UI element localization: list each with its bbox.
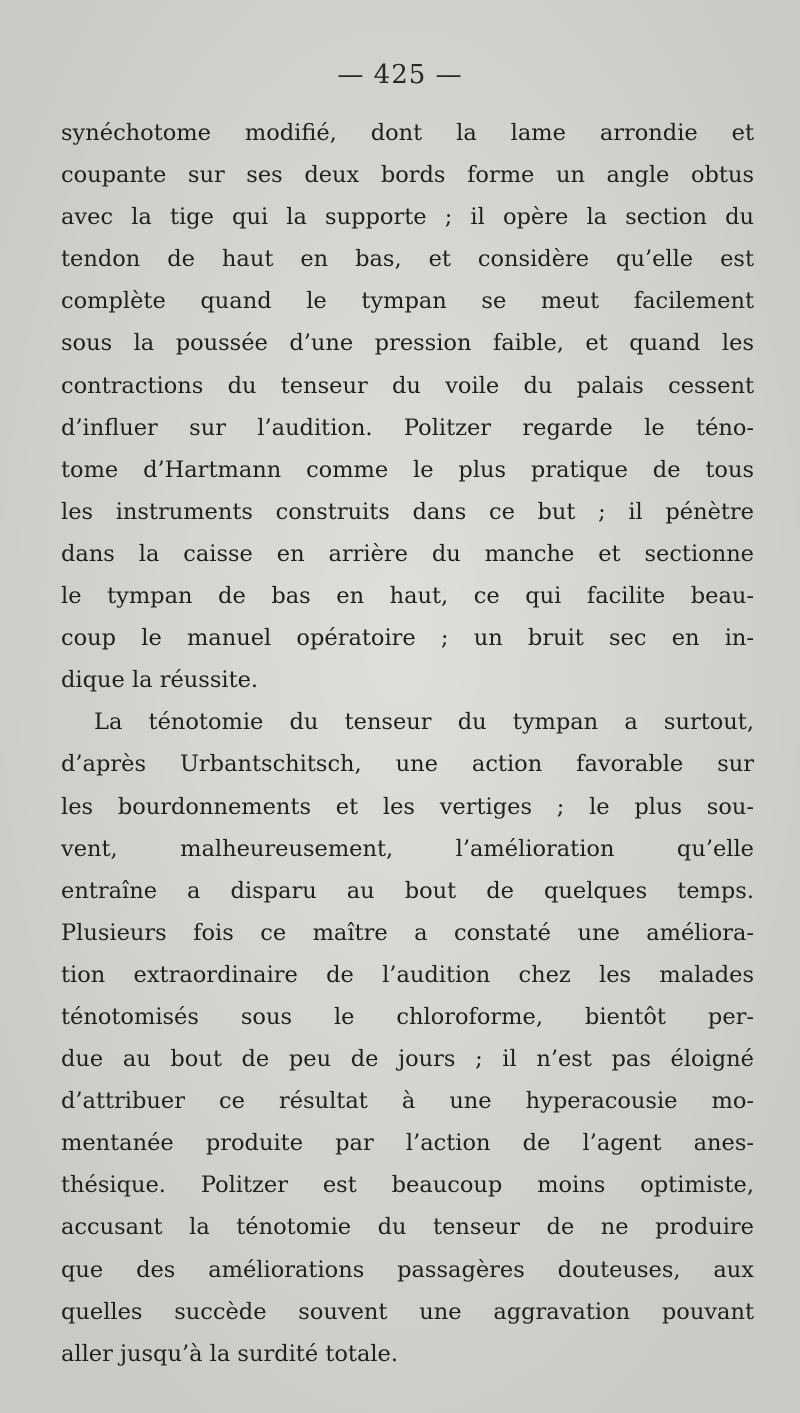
text-line: coup le manuel opératoire ; un bruit sec en in- — [61, 625, 754, 652]
text-line: vent, malheureusement, l’amélioration qu’elle — [61, 835, 754, 862]
text-line: les bourdonnements et les vertiges ; le plus sou- — [61, 793, 754, 820]
text-line: La ténotomie du tenseur du tympan a surtout, — [94, 709, 754, 736]
text-line: tome d’Hartmann comme le plus pratique de tous — [61, 456, 754, 483]
text-line: d’après Urbantschitsch, une action favorable sur — [61, 751, 754, 778]
text-line: thésique. Politzer est beaucoup moins optimiste, — [61, 1172, 754, 1199]
text-line: ténotomisés sous le chloroforme, bientôt per- — [61, 1003, 754, 1030]
text-line: dique la réussite. — [61, 667, 259, 694]
text-line: due au bout de peu de jours ; il n’est pas éloigné — [61, 1046, 754, 1073]
text-line: tion extraordinaire de l’audition chez les malades — [61, 961, 754, 988]
text-line: avec la tige qui la supporte ; il opère la section du — [61, 204, 754, 231]
text-line: sous la poussée d’une pression faible, et quand les — [61, 330, 754, 357]
text-line: accusant la ténotomie du tenseur de ne produire — [61, 1214, 754, 1241]
text-line: contractions du tenseur du voile du palais cessent — [61, 372, 754, 399]
text-line: le tympan de bas en haut, ce qui facilite beau- — [61, 583, 754, 610]
paragraph-2 — [61, 701, 754, 1375]
page-number: — 425 — — [337, 60, 463, 90]
text-line: d’influer sur l’audition. Politzer regarde le téno- — [61, 414, 754, 441]
paragraph-1 — [61, 112, 754, 701]
text-line: que des améliorations passagères douteuses, aux — [61, 1256, 754, 1283]
text-line: mentanée produite par l’action de l’agent anes- — [61, 1130, 754, 1157]
text-line: aller jusqu’à la surdité totale. — [61, 1340, 399, 1367]
body-text — [61, 112, 754, 1375]
text-line: Plusieurs fois ce maître a constaté une améliora- — [61, 919, 754, 946]
text-line: quelles succède souvent une aggravation pouvant — [61, 1298, 754, 1325]
text-line: complète quand le tympan se meut facilement — [61, 288, 754, 315]
text-line: les instruments construits dans ce but ; il pénètre — [61, 498, 754, 525]
text-line: coupante sur ses deux bords forme un angle obtus — [61, 162, 754, 189]
text-line: d’attribuer ce résultat à une hyperacousie mo- — [61, 1088, 754, 1115]
text-line: dans la caisse en arrière du manche et sectionne — [61, 540, 754, 567]
text-line: entraîne a disparu au bout de quelques temps. — [61, 877, 754, 904]
text-line: synéchotome modifié, dont la lame arrondie et — [61, 120, 754, 146]
text-line: tendon de haut en bas, et considère qu’elle est — [61, 246, 754, 273]
